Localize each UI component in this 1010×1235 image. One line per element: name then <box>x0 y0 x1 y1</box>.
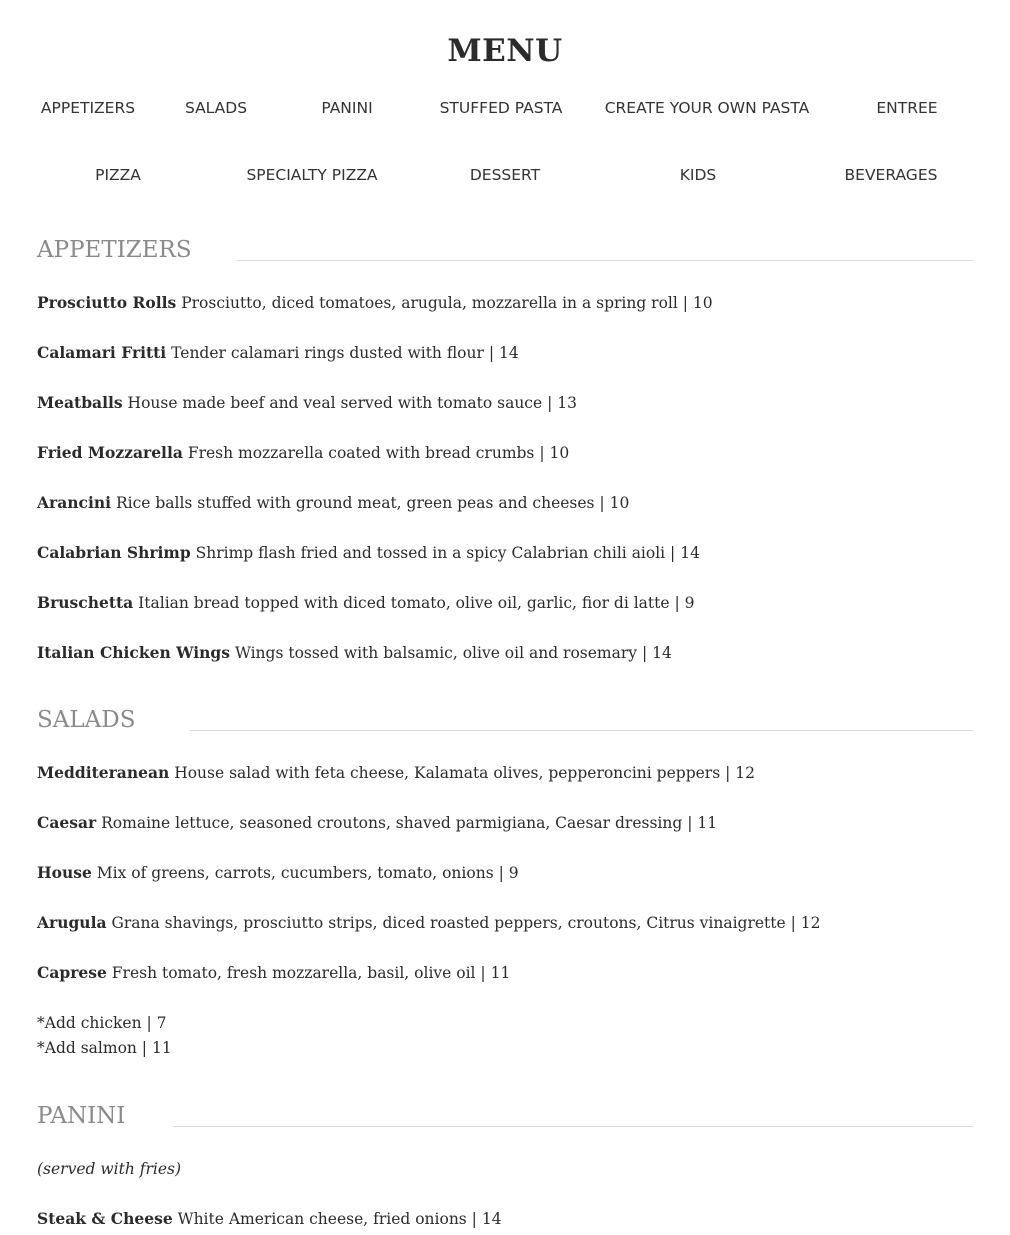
menu-item-name: Caesar <box>37 813 97 832</box>
menu-item <box>37 391 973 415</box>
section-divider <box>190 730 973 731</box>
menu-item <box>37 641 973 665</box>
addon-note-salmon: *Add salmon | 11 <box>37 1039 172 1057</box>
section-divider <box>173 1126 973 1127</box>
nav-link-specialty-pizza[interactable]: SPECIALTY PIZZA <box>246 166 378 184</box>
menu-item <box>37 961 973 985</box>
page-title: MENU <box>447 33 563 69</box>
menu-item-name: Meatballs <box>37 393 123 412</box>
nav-link-panini[interactable]: PANINI <box>321 99 373 117</box>
category-nav-row-1 <box>0 93 1010 123</box>
menu-item <box>37 761 973 785</box>
section-header <box>37 702 973 738</box>
section-note: (served with fries) <box>37 1160 182 1178</box>
menu-item-description: Romaine lettuce, seasoned croutons, shaved parmigiana, Caesar dressing | 11 <box>101 814 718 832</box>
menu-item <box>37 811 973 835</box>
menu-item <box>37 491 973 515</box>
menu-item <box>37 541 973 565</box>
menu-item-description: Tender calamari rings dusted with flour | 14 <box>171 344 519 362</box>
menu-item-name: Bruschetta <box>37 593 134 612</box>
section-title: APPETIZERS <box>37 237 192 263</box>
menu-item <box>37 911 973 935</box>
menu-item-description: House salad with feta cheese, Kalamata olives, pepperoncini peppers | 12 <box>174 764 755 782</box>
menu-item-name: Arancini <box>37 493 111 512</box>
category-nav-row-2 <box>0 160 1010 190</box>
nav-link-appetizers[interactable]: APPETIZERS <box>40 99 136 117</box>
menu-item <box>37 1207 973 1231</box>
menu-item <box>37 441 973 465</box>
nav-link-salads[interactable]: SALADS <box>184 99 248 117</box>
section-title: PANINI <box>37 1103 126 1129</box>
menu-item-name: Arugula <box>37 913 107 932</box>
menu-item-description: White American cheese, fried onions | 14 <box>177 1210 502 1228</box>
addon-note-chicken: *Add chicken | 7 <box>37 1014 167 1032</box>
menu-item-description: Shrimp flash fried and tossed in a spicy Calabrian chili aioli | 14 <box>195 544 700 562</box>
section-header <box>37 232 973 268</box>
menu-item-description: Grana shavings, prosciutto strips, diced roasted peppers, croutons, Citrus vinaigrette | 12 <box>111 914 821 932</box>
nav-link-stuffed-pasta[interactable]: STUFFED PASTA <box>439 99 563 117</box>
menu-item-name: Caprese <box>37 963 107 982</box>
menu-item-description: House made beef and veal served with tomato sauce | 13 <box>127 394 577 412</box>
menu-item <box>37 861 973 885</box>
menu-item-description: Fresh tomato, fresh mozzarella, basil, olive oil | 11 <box>111 964 511 982</box>
menu-item-description: Fresh mozzarella coated with bread crumbs | 10 <box>187 444 570 462</box>
nav-link-entree[interactable]: ENTREE <box>876 99 938 117</box>
nav-link-pizza[interactable]: PIZZA <box>95 166 141 184</box>
menu-item-name: Calabrian Shrimp <box>37 543 191 562</box>
nav-link-kids[interactable]: KIDS <box>679 166 717 184</box>
menu-item <box>37 291 973 315</box>
nav-link-create-your-own-pasta[interactable]: CREATE YOUR OWN PASTA <box>604 99 810 117</box>
nav-link-beverages[interactable]: BEVERAGES <box>844 166 938 184</box>
menu-item-name: Italian Chicken Wings <box>37 643 230 662</box>
menu-item-description: Italian bread topped with diced tomato, olive oil, garlic, fior di latte | 9 <box>138 594 695 612</box>
menu-item-name: Steak & Cheese <box>37 1209 173 1228</box>
nav-link-dessert[interactable]: DESSERT <box>469 166 541 184</box>
menu-item <box>37 341 973 365</box>
menu-item-name: Prosciutto Rolls <box>37 293 177 312</box>
menu-item-name: Fried Mozzarella <box>37 443 183 462</box>
menu-item-description: Mix of greens, carrots, cucumbers, tomato, onions | 9 <box>96 864 519 882</box>
section-title: SALADS <box>37 707 136 733</box>
section-divider <box>237 260 973 261</box>
menu-item <box>37 591 973 615</box>
section-header <box>37 1098 973 1134</box>
menu-item-description: Wings tossed with balsamic, olive oil and rosemary | 14 <box>234 644 672 662</box>
menu-item-name: Medditeranean <box>37 763 170 782</box>
menu-item-description: Prosciutto, diced tomatoes, arugula, mozzarella in a spring roll | 10 <box>181 294 713 312</box>
menu-item-name: House <box>37 863 92 882</box>
menu-item-name: Calamari Fritti <box>37 343 167 362</box>
menu-item-description: Rice balls stuffed with ground meat, green peas and cheeses | 10 <box>115 494 630 512</box>
